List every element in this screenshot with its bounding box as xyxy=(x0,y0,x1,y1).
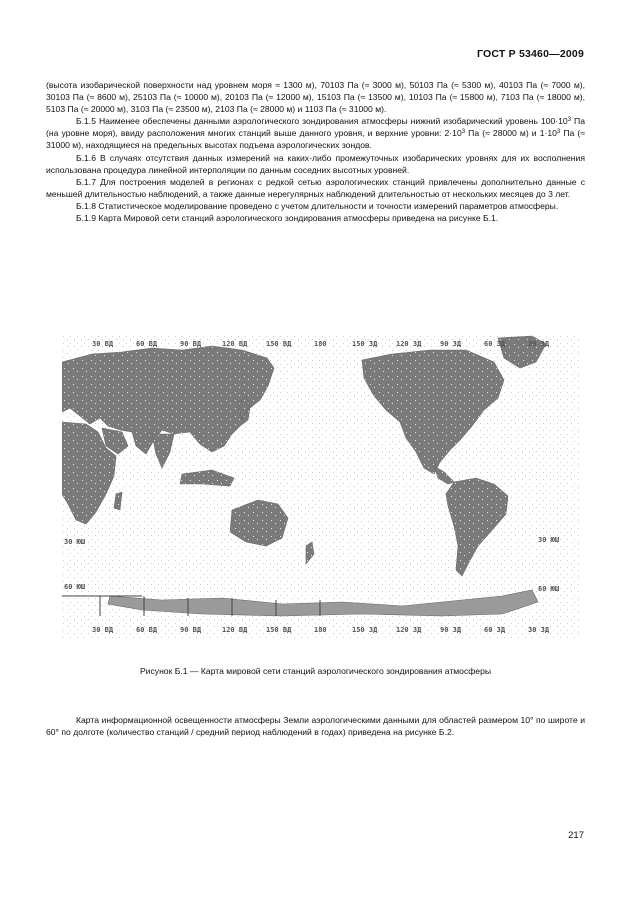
bottom-label: 150 ЗД xyxy=(352,626,378,634)
right-lat-label: 60 ЮШ xyxy=(538,585,560,593)
top-label: 30 ЗД xyxy=(528,340,550,348)
paragraph-b-1-5: Б.1.5 Наименее обеспечены данными аэрологического зондирования атмосферы нижний изобарический уровень $100\cdot 10^3$ Па (на уровне моря), ввиду расположения многих станций выше данного уровня, и верхние уровни: $2\cdot 10^3$ Па (≈ 28000 м) и $1\cdot 10^3$ Па (≈ 31000 м), находящиеся на предельных высотах подъема аэрологических зондов. xyxy=(46,116,585,151)
bottom-label: 60 ЗД xyxy=(484,626,506,634)
bottom-label: 30 ЗД xyxy=(528,626,550,634)
left-lat-label: 60 ЮШ xyxy=(64,583,86,591)
bottom-label: 60 ВД xyxy=(136,626,158,634)
bottom-label: 120 ВД xyxy=(222,626,248,634)
top-label: 120 ВД xyxy=(222,340,248,348)
top-label: 120 ЗД xyxy=(396,340,422,348)
figure-caption: Рисунок Б.1 — Карта мировой сети станций аэрологического зондирования атмосферы xyxy=(139,666,492,676)
paragraph-b-1-7: Б.1.7 Для построения моделей в регионах с редкой сетью аэрологических станций привлечены дополнительно данные с меньшей длительностью наблюдений, а также данные нерегулярных наблюдений длительностью от нескольких месяцев до 3 лет. xyxy=(46,176,585,199)
bottom-label: 90 ЗД xyxy=(440,626,462,634)
right-lat-label: 30 ЮШ xyxy=(538,536,560,544)
left-lat-label: 30 ЮШ xyxy=(64,538,86,546)
top-label: 60 ВД xyxy=(136,340,158,348)
top-label: 90 ЗД xyxy=(440,340,462,348)
map-svg xyxy=(62,334,580,638)
bottom-label: 180 xyxy=(314,626,327,634)
top-label: 90 ВД xyxy=(180,340,202,348)
paragraph-map-b2: Карта информационной освещенности атмосферы Земли аэрологическими данными для областей размером 10° по широте и 60° по долготе (количество станций / средний период наблюдений в годах) приведена на рисунке Б.2. xyxy=(46,715,585,738)
world-station-map xyxy=(62,334,580,638)
body-text xyxy=(46,79,585,224)
bottom-label: 150 ВД xyxy=(266,626,292,634)
top-label: 180 xyxy=(314,340,327,348)
paragraph-b-1-6: Б.1.6 В случаях отсутствия данных измерений на каких-либо промежуточных изобарических уровнях для их восполнения использована процедура линейной интерполяции по данным соседних высотных уровней. xyxy=(46,152,585,175)
top-label: 150 ВД xyxy=(266,340,292,348)
paragraph-b-1-9: Б.1.9 Карта Мировой сети станций аэрологического зондирования атмосферы приведена на рисунке Б.1. xyxy=(76,213,499,224)
body-text-2 xyxy=(46,714,585,738)
paragraph-continuation: (высота изобарической поверхности над уровнем моря ≈ 1300 м), 70103 Па (≈ 3000 м), 50103 Па (≈ 5300 м), 40103 Па (≈ 7000 м), 30103 Па (≈ 8600 м), 25103 Па (≈ 10000 м), 20103 Па (≈ 12000 м), 15103 Па (≈ 13500 м), 10103 Па (≈ 15800 м), 7103 Па (≈ 18000 м), 5103 Па (≈ 20000 м), 3103 Па (≈ 23500 м), 2103 Па (≈ 28000 м) и 1103 Па (≈ 31000 м). xyxy=(46,80,585,115)
page-header: ГОСТ Р 53460—2009 xyxy=(476,48,584,60)
page-number: 217 xyxy=(568,830,584,841)
bottom-label: 120 ЗД xyxy=(396,626,422,634)
bottom-label: 30 ВД xyxy=(92,626,114,634)
paragraph-b-1-8: Б.1.8 Статистическое моделирование проведено с учетом длительности и точности измерений параметров атмосферы. xyxy=(76,200,559,211)
top-label: 30 ВД xyxy=(92,340,114,348)
bottom-label: 90 ВД xyxy=(180,626,202,634)
top-label: 150 ЗД xyxy=(352,340,378,348)
top-label: 60 ЗД xyxy=(484,340,506,348)
